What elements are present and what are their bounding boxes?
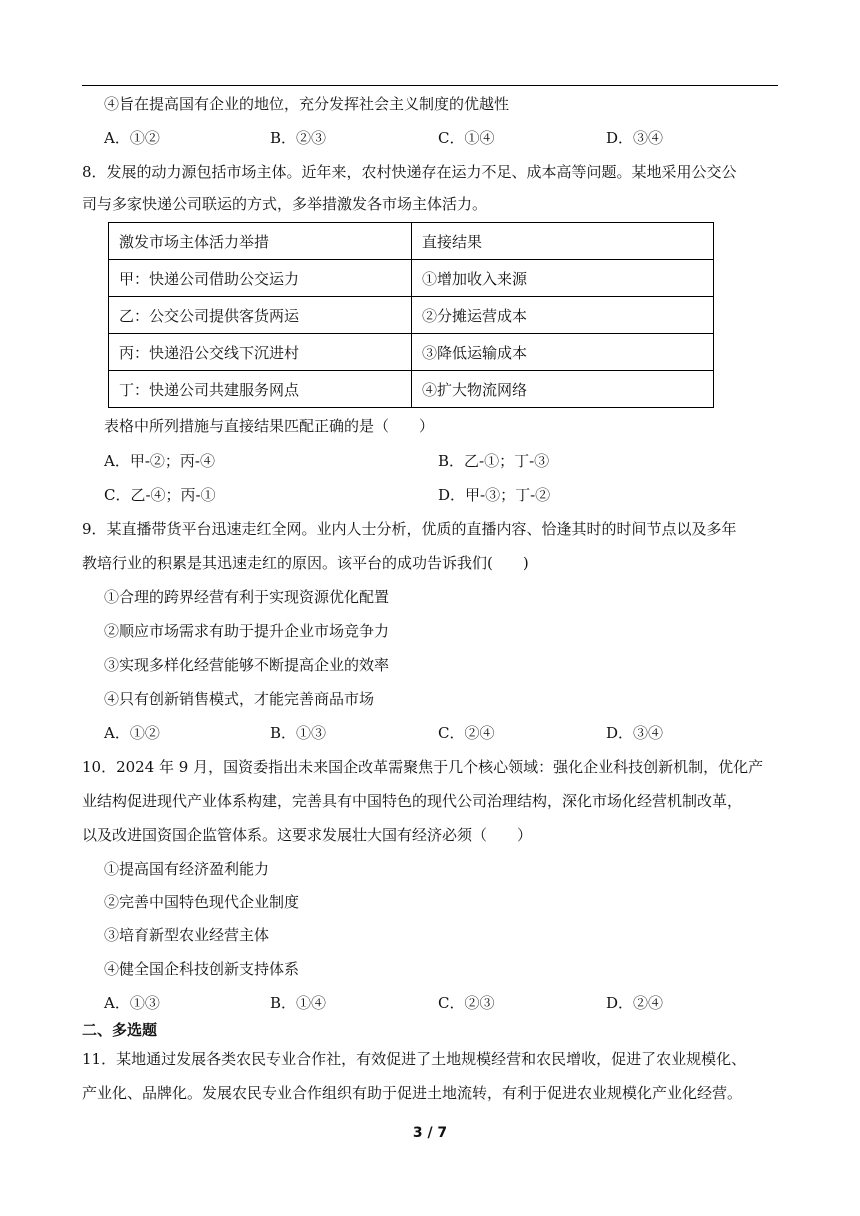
- table-cell: 丙：快递沿公交线下沉进村: [109, 334, 412, 371]
- table-header-cell: 直接结果: [412, 223, 714, 260]
- q10-option-b: B．①④: [270, 994, 327, 1012]
- table-cell: 丁：快递公司共建服务网点: [109, 371, 412, 408]
- q8-option-b: B．乙-①；丁-③: [438, 452, 550, 470]
- q9-stem-line-1: 9．某直播带货平台迅速走红全网。业内人士分析，优质的直播内容、恰逢其时的时间节点以及多年: [82, 520, 737, 538]
- q7-statement-4: ④旨在提高国有企业的地位，充分发挥社会主义制度的优越性: [104, 95, 510, 113]
- q10-stem-line-2: 业结构促进现代产业体系构建，完善具有中国特色的现代公司治理结构，深化市场化经营机制改革，: [82, 792, 743, 810]
- q8-stem-line-1: 8．发展的动力源包括市场主体。近年来，农村快递存在运力不足、成本高等问题。某地采用公交公: [82, 163, 737, 181]
- q11-stem-line-1: 11．某地通过发展各类农民专业合作社，有效促进了土地规模经营和农民增收，促进了农业规模化、: [82, 1050, 747, 1068]
- q9-statement-1: ①合理的跨界经营有利于实现资源优化配置: [104, 588, 390, 606]
- table-cell: ①增加收入来源: [412, 260, 714, 297]
- table-cell: 甲：快递公司借助公交运力: [109, 260, 412, 297]
- table-row: [109, 334, 714, 371]
- header-rule: [82, 85, 778, 86]
- q7-option-c: C．①④: [438, 129, 495, 147]
- table-cell: ④扩大物流网络: [412, 371, 714, 408]
- q9-option-c: C．②④: [438, 724, 495, 742]
- q9-option-d: D．③④: [606, 724, 664, 742]
- q11-stem-line-2: 产业化、品牌化。发展农民专业合作组织有助于促进土地流转，有利于促进农业规模化产业化经营。: [82, 1084, 743, 1102]
- q10-statement-3: ③培育新型农业经营主体: [104, 926, 270, 944]
- q10-statement-1: ①提高国有经济盈利能力: [104, 860, 270, 878]
- q8-option-c: C．乙-④；丙-①: [104, 486, 216, 504]
- table-cell: 乙：公交公司提供客货两运: [109, 297, 412, 334]
- q10-stem-line-3: 以及改进国资国企监管体系。这要求发展壮大国有经济必须（ ）: [82, 826, 533, 844]
- q7-option-b: B．②③: [270, 129, 327, 147]
- q10-statement-4: ④健全国企科技创新支持体系: [104, 960, 300, 978]
- q8-option-d: D．甲-③；丁-②: [438, 486, 551, 504]
- q10-option-a: A．①③: [104, 994, 160, 1012]
- q9-option-b: B．①③: [270, 724, 327, 742]
- q10-statement-2: ②完善中国特色现代企业制度: [104, 893, 300, 911]
- q8-prompt: 表格中所列措施与直接结果匹配正确的是（ ）: [104, 417, 435, 435]
- table-row: [109, 260, 714, 297]
- page-number: 3 / 7: [412, 1125, 448, 1141]
- table-cell: ③降低运输成本: [412, 334, 714, 371]
- q9-statement-3: ③实现多样化经营能够不断提高企业的效率: [104, 656, 390, 674]
- q9-option-a: A．①②: [104, 724, 160, 742]
- q9-statement-4: ④只有创新销售模式，才能完善商品市场: [104, 690, 375, 708]
- table-cell: ②分摊运营成本: [412, 297, 714, 334]
- q8-option-a: A．甲-②；丙-④: [104, 452, 215, 470]
- table-header-cell: 激发市场主体活力举措: [109, 223, 412, 260]
- q10-stem-line-1: 10．2024 年 9 月，国资委指出未来国企改革需聚焦于几个核心领域：强化企业科技创新机制，优化产: [82, 758, 764, 776]
- section-heading: 二、多选题: [82, 1021, 158, 1039]
- q7-option-d: D．③④: [606, 129, 664, 147]
- table-row: [109, 371, 714, 408]
- table-header-row: [109, 223, 714, 260]
- q10-option-d: D．②④: [606, 994, 664, 1012]
- table-row: [109, 297, 714, 334]
- q9-stem-line-2: 教培行业的积累是其迅速走红的原因。该平台的成功告诉我们( ): [82, 554, 529, 572]
- q9-statement-2: ②顺应市场需求有助于提升企业市场竞争力: [104, 622, 390, 640]
- q8-stem-line-2: 司与多家快递公司联运的方式，多举措激发各市场主体活力。: [82, 195, 488, 213]
- q7-option-a: A．①②: [104, 129, 160, 147]
- q8-match-table: [108, 222, 714, 408]
- q10-option-c: C．②③: [438, 994, 495, 1012]
